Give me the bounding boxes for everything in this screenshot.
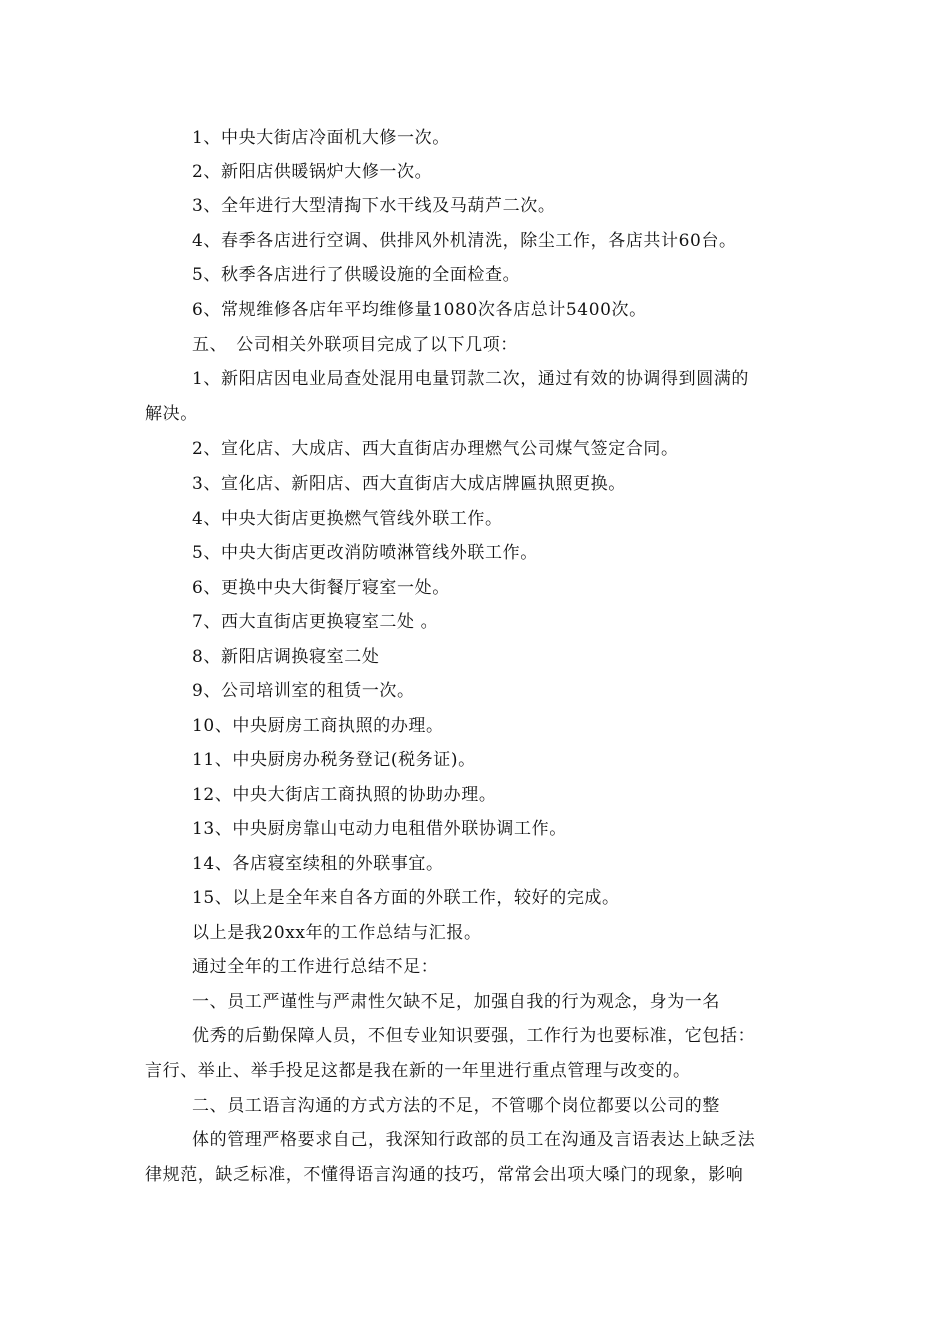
text-line-12: 5、中央大街店更改消防喷淋管线外联工作。 <box>192 543 538 563</box>
text-line-11: 4、中央大街店更换燃气管线外联工作。 <box>192 509 503 529</box>
text-line-28: 二、员工语言沟通的方式方法的不足，不管哪个岗位都要以公司的整 <box>192 1096 720 1116</box>
text-line-20: 13、中央厨房靠山屯动力电租借外联协调工作。 <box>192 819 567 839</box>
text-line-15: 8、新阳店调换寝室二处 <box>192 647 380 667</box>
text-line-10: 3、宣化店、新阳店、西大直街店大成店牌匾执照更换。 <box>192 474 626 494</box>
text-line-14: 7、西大直街店更换寝室二处 。 <box>192 612 439 632</box>
text-line-9: 2、宣化店、大成店、西大直街店办理燃气公司煤气签定合同。 <box>192 439 679 459</box>
text-line-29: 体的管理严格要求自己，我深知行政部的员工在沟通及言语表达上缺乏法 <box>192 1130 756 1150</box>
text-line-21: 14、各店寝室续租的外联事宜。 <box>192 854 444 874</box>
text-line-27: 言行、举止、举手投足这都是我在新的一年里进行重点管理与改变的。 <box>145 1061 691 1081</box>
text-line-22: 15、以上是全年来自各方面的外联工作，较好的完成。 <box>192 888 620 908</box>
text-line-17: 10、中央厨房工商执照的办理。 <box>192 716 444 736</box>
section-heading-five: 五、 公司相关外联项目完成了以下几项： <box>192 335 518 355</box>
text-line-2: 2、新阳店供暖锅炉大修一次。 <box>192 162 433 182</box>
text-line-19: 12、中央大街店工商执照的协助办理。 <box>192 785 497 805</box>
text-line-8: 解决。 <box>145 404 198 424</box>
text-line-25: 一、员工严谨性与严肃性欠缺不足，加强自我的行为观念，身为一名 <box>192 992 720 1012</box>
text-line-6: 6、常规维修各店年平均维修量1080次各店总计5400次。 <box>192 300 647 320</box>
text-line-4: 4、春季各店进行空调、供排风外机清洗，除尘工作，各店共计60台。 <box>192 231 737 251</box>
text-line-26: 优秀的后勤保障人员，不但专业知识要强，工作行为也要标准，它包括： <box>192 1026 756 1046</box>
text-line-16: 9、公司培训室的租赁一次。 <box>192 681 415 701</box>
text-line-7: 1、新阳店因电业局查处混用电量罚款二次，通过有效的协调得到圆满的 <box>192 369 750 389</box>
text-line-13: 6、更换中央大街餐厅寝室一处。 <box>192 578 450 598</box>
text-line-18: 11、中央厨房办税务登记(税务证)。 <box>192 750 476 770</box>
text-line-23: 以上是我20xx年的工作总结与汇报。 <box>192 923 482 943</box>
text-line-24: 通过全年的工作进行总结不足： <box>192 957 439 977</box>
text-line-5: 5、秋季各店进行了供暖设施的全面检查。 <box>192 265 521 285</box>
text-line-1: 1、中央大街店冷面机大修一次。 <box>192 128 450 148</box>
text-line-30: 律规范，缺乏标准，不懂得语言沟通的技巧，常常会出项大嗓门的现象，影响 <box>145 1165 744 1185</box>
text-line-3: 3、全年进行大型清掏下水干线及马葫芦二次。 <box>192 196 556 216</box>
